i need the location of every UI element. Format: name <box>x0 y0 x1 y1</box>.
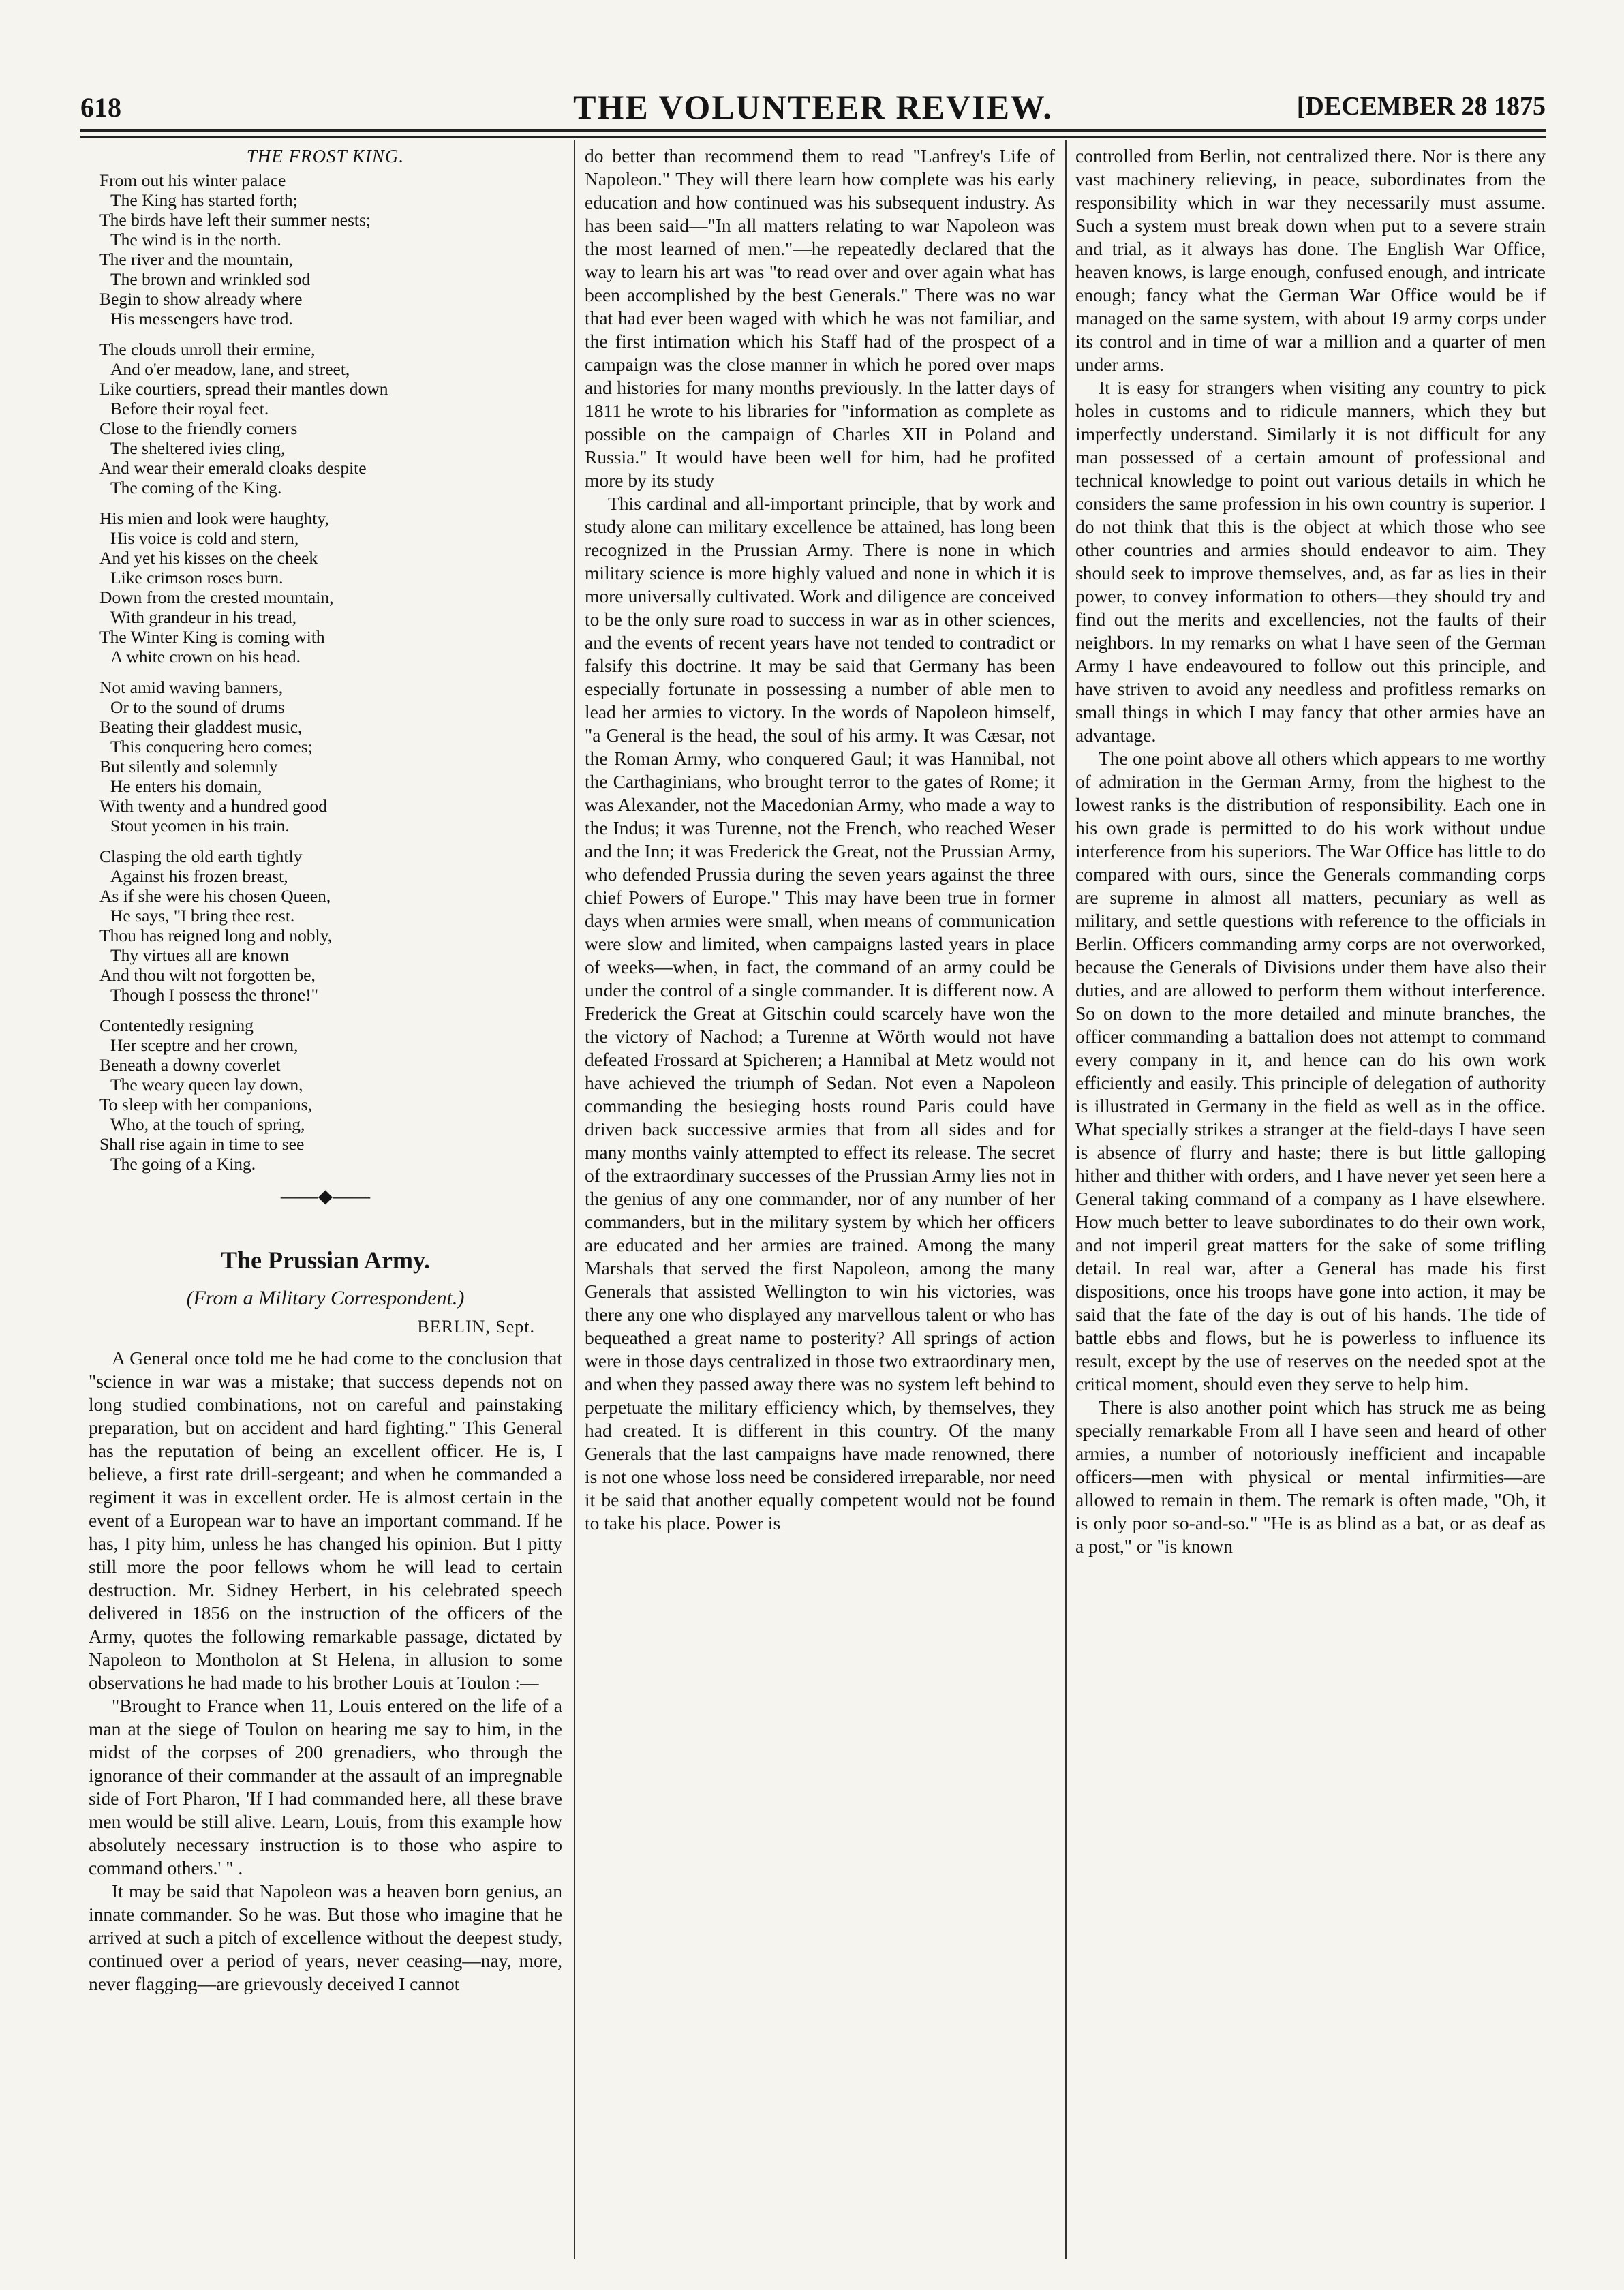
poem-line: His mien and look were haughty, <box>99 508 329 528</box>
poem-line: Or to the sound of drums <box>110 697 285 717</box>
poem-line: Thy virtues all are known <box>110 945 290 965</box>
poem-line: The river and the mountain, <box>99 249 293 269</box>
column-divider-1 <box>574 140 575 2259</box>
poem-line: And thou wilt not forgotten be, <box>99 965 316 985</box>
paragraph: The one point above all others which appears to me worthy of admiration in the German Army, from the highest to the lowest ranks is the distribution of responsibility. Each one in his own grade is permitted to do his work without undue interference from his superiors. The War Office has little to do compared with ours, since the Generals commanding corps are supreme in almost all matters, pecuniary as well as military, and settle questions with reference to the officials in Berlin. Officers commanding army corps are not overworked, because the Generals of Divisions under them have also their duties, and are allowed to perform them without interference. So on down to the more detailed and minute branches, the officer commanding a battalion does not attempt to command every company in it, and hence can do his own work efficiently and easily. This principle of delegation of authority is illustrated in Germany in the field as well as in the office. What specially strikes a stranger at the field-days I have seen is absence of flurry and haste; there is but little galloping hither and thither with orders, and I have never yet seen here a General taking command of a company as I have elsewhere. How much better to leave subordinates to do their own work, and not imperil great matters for the sake of some trifling detail. In real war, after a General has made his first dispositions, once his troops have gone into action, it may be said that the fate of the day is out of his hands. The tide of battle ebbs and flows, but he is powerless to influence its result, except by the use of reserves on the needed spot at the critical moment, should even they serve to help him. <box>1075 748 1546 1394</box>
article-dateline: BERLIN, Sept. <box>417 1317 535 1337</box>
poem-line: The King has started forth; <box>110 190 298 210</box>
poem-line: Beating their gladdest music, <box>99 717 303 737</box>
poem-stanza <box>89 508 562 667</box>
poem-line: The wind is in the north. <box>110 230 281 249</box>
poem-line: The sheltered ivies cling, <box>110 438 286 458</box>
poem-stanza <box>89 170 562 329</box>
article-byline: (From a Military Correspondent.) <box>186 1287 465 1309</box>
column-3 <box>1075 144 1546 2257</box>
poem-line: Thou has reigned long and nobly, <box>99 926 333 945</box>
poem-line: Like courtiers, spread their mantles down <box>99 379 388 399</box>
poem-line: Against his frozen breast, <box>110 866 288 886</box>
poem-line: And o'er meadow, lane, and street, <box>110 359 350 379</box>
poem-line: Not amid waving banners, <box>99 677 284 697</box>
column-1 <box>89 144 562 2257</box>
poem-line: Begin to show already where <box>99 289 303 309</box>
poem-line: Stout yeomen in his train. <box>110 816 290 836</box>
poem-line: Who, at the touch of spring, <box>110 1114 305 1134</box>
poem-line: The birds have left their summer nests; <box>99 210 371 230</box>
page-number: 618 <box>80 92 121 123</box>
poem-line: But silently and solemnly <box>99 757 278 776</box>
poem-line: The brown and wrinkled sod <box>110 269 311 289</box>
paragraph: do better than recommend them to read "Lanfrey's Life of Napoleon." They will there learn how complete was his early education and how continued was his subsequent industry. As has been said—"In all matters relating to war Napoleon was the most learned of men."—he repeatedly declared that the way to learn his art was "to read over and over again what has been accomplished by the best Generals." There was no war that had ever been waged with which he was not familiar, and the first intimation which his Staff had of the prospect of a campaign was the close manner in which he pored over maps and histories for many months previously. In the latter days of 1811 he wrote to his libraries for "information as complete as possible on the campaign of Charles XII in Poland and Russia." It would have been well for him, had he profited more by its study <box>585 145 1055 491</box>
paragraph: It is easy for strangers when visiting any country to pick holes in customs and to ridicule manners, which they but imperfectly understand. Similarly it is not difficult for any man possessed of a certain amount of professional and technical knowledge to point out various details in which he considers the same profession in his own country is superior. I do not think that this is the object at which those who see other countries and armies should endeavor to aim. They should seek to improve themselves, and, as far as lies in their power, to convey information to others—they should try and find out the merits and excellencies, not the faults of their neighbors. In my remarks on what I have seen of the German Army I have endeavoured to follow out this principle, and have striven to avoid any needless and profitless remarks on small things in which I may fancy that other armies have an advantage. <box>1075 377 1546 746</box>
poem-line: A white crown on his head. <box>110 647 301 667</box>
poem-line: He enters his domain, <box>110 776 262 796</box>
paragraph: "Brought to France when 11, Louis entered on the life of a man at the siege of Toulon on hearing me say to him, in the midst of the corpses of 200 grenadiers, who through the ignorance of their commander at the assault of an impregnable side of Fort Pharon, 'If I had commanded here, all these brave men would be still alive. Learn, Louis, from this example how absolutely necessary instruction is to those who aspire to command others.' " . <box>89 1695 562 1878</box>
poem-line: His voice is cold and stern, <box>110 528 299 548</box>
paragraph: There is also another point which has struck me as being specially remarkable From all I have seen and heard of other armies, a number of notoriously inefficient and incapable officers—men with physical or mental infirmities—are allowed to remain in them. The remark is often made, "Oh, it is only poor so-and-so." "He is as blind as a bat, or as deaf as a post," or "is known <box>1075 1396 1546 1557</box>
poem-line: Clasping the old earth tightly <box>99 846 303 866</box>
issue-date: [DECEMBER 28 1875 <box>1296 92 1546 121</box>
poem-line: Like crimson roses burn. <box>110 568 284 587</box>
poem-stanza <box>89 846 562 1005</box>
publication-title: THE VOLUNTEER REVIEW. <box>573 88 1053 126</box>
poem-line: The clouds unroll their ermine, <box>99 339 316 359</box>
paragraph: controlled from Berlin, not centralized there. Nor is there any vast machinery relieving, in peace, subordinates from the responsibility which in war they necessarily must assume. Such a system must break down when put to a severe strain and trial, as it always has done. The English War Office, heaven knows, is large enough, confused enough, and intricate enough; fancy what the German War Office would be if managed on the same system, with about 19 army corps under its control and in time of war a million and a quarter of men under arms. <box>1075 145 1546 375</box>
poem-line: The weary queen lay down, <box>110 1075 303 1095</box>
poem-title: THE FROST KING. <box>246 146 405 166</box>
article-title: The Prussian Army. <box>220 1247 431 1274</box>
poem-stanza <box>89 339 562 498</box>
header-rule-thick <box>80 129 1546 132</box>
poem-stanza <box>89 1016 562 1174</box>
poem-body <box>89 170 562 1174</box>
poem-stanza <box>89 677 562 836</box>
poem-line: Though I possess the throne!" <box>110 985 319 1005</box>
poem-line: And yet his kisses on the cheek <box>99 548 318 568</box>
poem-line: Beneath a downy coverlet <box>99 1055 281 1075</box>
page-header <box>80 87 1546 131</box>
poem-line: His messengers have trod. <box>110 309 293 329</box>
poem-line: Before their royal feet. <box>110 399 269 418</box>
poem-line: Her sceptre and her crown, <box>110 1035 298 1055</box>
poem-line: To sleep with her companions, <box>99 1095 312 1114</box>
poem-line: And wear their emerald cloaks despite <box>99 458 367 478</box>
poem-line: The coming of the King. <box>110 478 282 498</box>
poem-line: The Winter King is coming with <box>99 627 325 647</box>
poem-line: With grandeur in his tread, <box>110 607 297 627</box>
column-2 <box>585 144 1055 2257</box>
poem-line: As if she were his chosen Queen, <box>99 886 331 906</box>
poem-line: He says, "I bring thee rest. <box>110 906 295 926</box>
poem-line: Down from the crested mountain, <box>99 587 334 607</box>
poem-line: Shall rise again in time to see <box>99 1134 305 1154</box>
poem-line: Close to the friendly corners <box>99 418 298 438</box>
paragraph: It may be said that Napoleon was a heaven born genius, an innate commander. So he was. But those who imagine that he arrived at such a pitch of excellence without the deepest study, continued over a period of years, never ceasing—nay, more, never flagging—are grievously deceived I cannot <box>89 1880 562 1994</box>
poem-end-mark: ——◆—— <box>280 1185 371 1206</box>
poem-line: The going of a King. <box>110 1154 256 1174</box>
poem-line: From out his winter palace <box>99 170 286 190</box>
paragraph: This cardinal and all-important principle, that by work and study alone can military excellence be attained, has long been recognized in the Prussian Army. There is none in which military science is more highly valued and none in which it is more universally cultivated. Work and diligence are conceived to be the only sure road to success in war as in other sciences, and the events of recent years have not tended to contradict or falsify this doctrine. It may be said that Germany has been especially fortunate in possessing a number of able men to lead her armies to victory. In the words of Napoleon himself, "a General is the head, the soul of his army. It was Cæsar, not the Roman Army, who conquered Gaul; it was Hannibal, not the Carthaginians, who brought terror to the gates of Rome; it was Alexander, not the Macedonian Army, who made a way to the Indus; it was Turenne, not the French, who reached Weser and the Inn; it was Frederick the Great, not the Prussian Army, who defended Prussia during the seven years against the three chief Powers of Europe." This may have been true in former days when armies were small, when means of communication were slow and limited, when campaigns lasted years in place of weeks—when, in fact, the command of an army could be under the control of a single commander. It is different now. A Frederick the Great at Gitschin could scarcely have won the the victory of Nachod; a Turenne at Wörth would not have defeated Frossard at Spicheren; a Hannibal at Metz would not have achieved the triumph of Sedan. Not even a Napoleon commanding the besieging hosts round Paris could have driven back successive armies that from all sides and for many months vainly attempted to effect its release. The secret of the extraordinary successes of the Prussian Army lies not in the genius of any one commander, nor of any number of her commanders, but in the military system by which her officers are educated and her armies are trained. Among the many Marshals that served the first Napoleon, among the many Generals that assisted Wellington to win his victories, was there any one who displayed any marvellous talent or who has bequeathed a great name to posterity? All springs of action were in those days centralized in those two extraordinary men, and when they passed away there was no system left behind to perpetuate the military efficiency which, by themselves, they had created. It is different in this country. Of the many Generals that the last campaigns have made renowned, there is not one whose loss need be considered irreparable, nor need it be said that another equally competent would not be found to take his place. Power is <box>585 493 1055 1533</box>
poem-line: With twenty and a hundred good <box>99 796 327 816</box>
poem-line: Contentedly resigning <box>99 1016 254 1035</box>
column-divider-2 <box>1065 140 1067 2259</box>
header-rule-thin <box>80 136 1546 138</box>
paragraph: A General once told me he had come to the conclusion that "science in war was a mistake; that success depends not on long studied combinations, not on careful and painstaking preparation, but on accident and hard fighting." This General has the reputation of being an excellent officer. He is, I believe, a first rate drill-sergeant; and when he commanded a regiment it was in excellent order. He is almost certain in the event of a European war to have an important command. If he has, I pity him, unless he has changed his opinion. But I pitty still more the poor fellows whom he will lead to certain destruction. Mr. Sidney Herbert, in his celebrated speech delivered in 1856 on the instruction of the officers of the Army, quotes the following remarkable passage, dictated by Napoleon to Montholon at St Helena, in allusion to some observations he had made to his brother Louis at Toulon :— <box>89 1347 562 1693</box>
poem-line: This conquering hero comes; <box>110 737 313 757</box>
